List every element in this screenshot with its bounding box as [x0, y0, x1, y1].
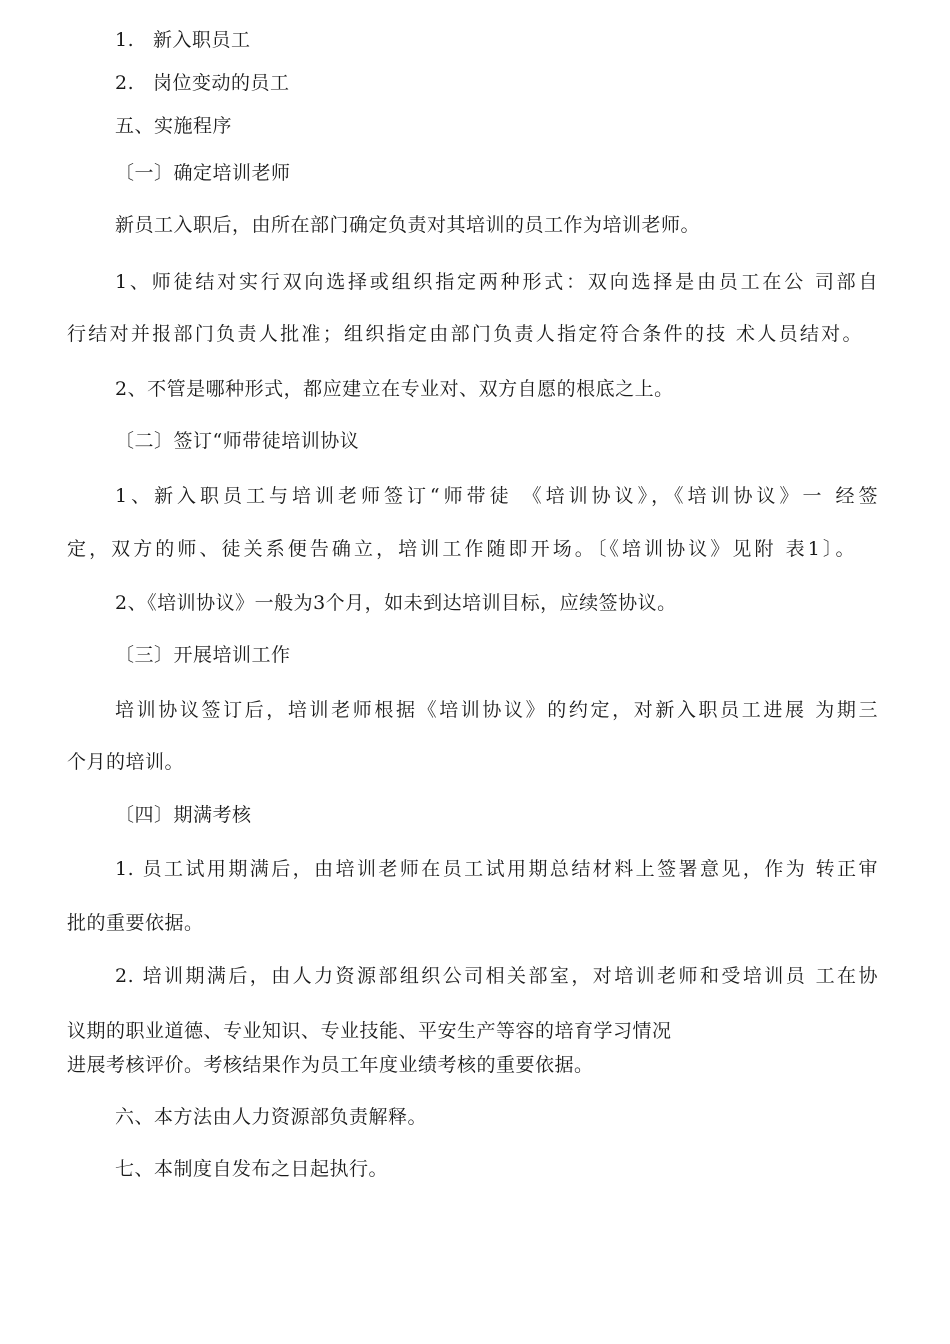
- subsection-heading-4: 〔四〕期满考核: [115, 804, 252, 826]
- list-number: 1.: [115, 29, 135, 51]
- paragraph-line: 2. 培训期满后，由人力资源部组织公司相关部室，对培训老师和受培训员 工在协: [115, 965, 878, 987]
- paragraph-line: 议期的职业道德、专业知识、专业技能、平安生产等容的培育学习情况: [67, 1020, 672, 1042]
- paragraph-line: 1、师徒结对实行双向选择或组织指定两种形式：双向选择是由员工在公 司部自: [115, 271, 878, 293]
- list-text: 岗位变动的员工: [153, 72, 290, 94]
- paragraph-line: 1. 员工试用期满后，由培训老师在员工试用期总结材料上签署意见，作为 转正审: [115, 858, 878, 880]
- paragraph-line: 批的重要依据。: [67, 912, 204, 934]
- subsection-heading-1: 〔一〕确定培训老师: [115, 162, 291, 184]
- list-item-1: [115, 28, 251, 52]
- list-item-2: [115, 71, 290, 95]
- section-6: 六、本方法由人力资源部负责解释。: [115, 1106, 428, 1128]
- paragraph-line: 行结对并报部门负责人批准；组织指定由部门负责人指定符合条件的技 术人员结对。: [67, 323, 862, 345]
- paragraph-line: 个月的培训。: [67, 751, 185, 773]
- list-number: 2.: [115, 72, 135, 94]
- paragraph: 2、《培训协议》一般为3个月，如未到达培训目标，应续签协议。: [115, 592, 677, 614]
- paragraph-line: 1、新入职员工与培训老师签订“师带徒 《培训协议》，《培训协议》一 经签: [115, 485, 878, 507]
- section-7: 七、本制度自发布之日起执行。: [115, 1158, 389, 1180]
- list-text: 新入职员工: [153, 29, 251, 51]
- paragraph-line: 进展考核评价。考核结果作为员工年度业绩考核的重要依据。: [67, 1054, 594, 1076]
- subsection-heading-2: 〔二〕签订“师带徒培训协议: [115, 430, 360, 452]
- section-heading-5: 五、实施程序: [115, 115, 233, 137]
- paragraph-line: 培训协议签订后，培训老师根据《培训协议》的约定，对新入职员工进展 为期三: [115, 699, 878, 721]
- paragraph: 新员工入职后，由所在部门确定负责对其培训的员工作为培训老师。: [115, 214, 701, 236]
- paragraph-line: 定，双方的师、徒关系便告确立，培训工作随即开场。〔《培训协议》见附 表1〕。: [67, 538, 855, 560]
- subsection-heading-3: 〔三〕开展培训工作: [115, 644, 291, 666]
- paragraph: 2、不管是哪种形式，都应建立在专业对、双方自愿的根底之上。: [115, 378, 674, 400]
